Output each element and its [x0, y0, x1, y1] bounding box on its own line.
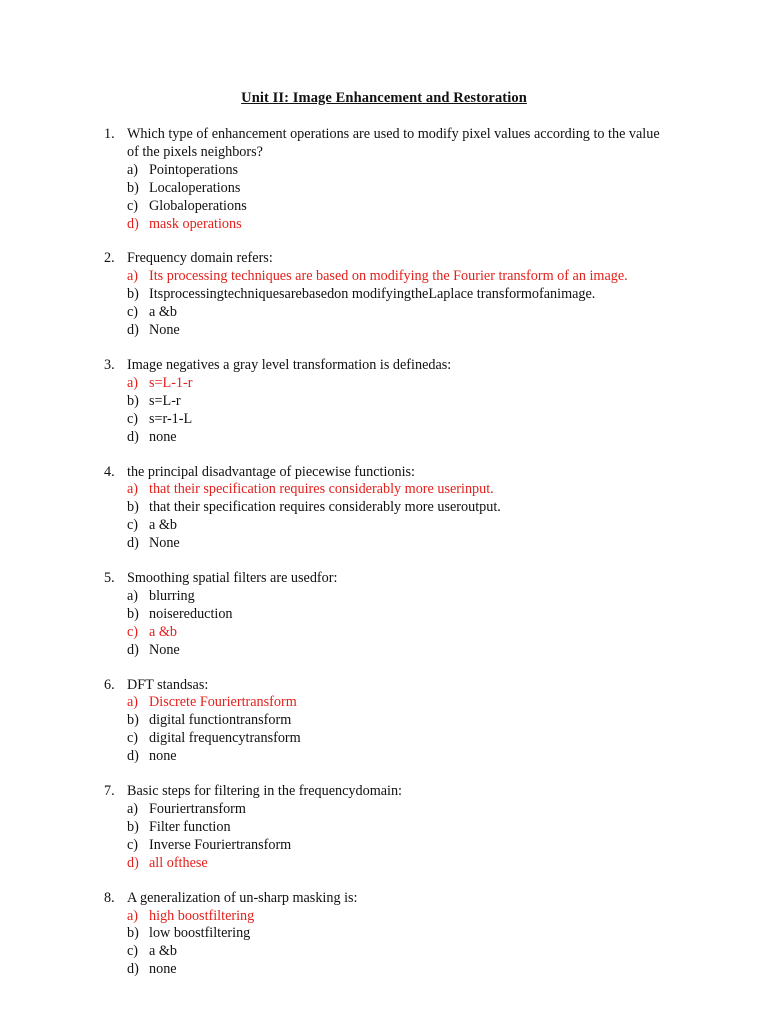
question-number: 5. — [104, 570, 115, 587]
option-label: a) — [127, 907, 139, 924]
question-text: DFT standsas: — [127, 676, 209, 693]
option-text: that their specification requires considerably more userinput. — [149, 481, 494, 498]
option-text: noisereduction — [149, 605, 233, 622]
option-d — [127, 961, 704, 979]
option-c — [127, 730, 704, 748]
question-list — [104, 126, 704, 996]
option-list — [104, 694, 704, 766]
option-text: None — [149, 535, 180, 552]
option-label: b) — [127, 499, 139, 516]
option-text: Globaloperations — [149, 197, 247, 214]
option-b — [127, 393, 704, 411]
option-a-correct-answer — [127, 908, 704, 926]
option-text: none — [149, 428, 177, 445]
option-text: a &b — [149, 623, 177, 640]
option-b — [127, 925, 704, 943]
option-text: Inverse Fouriertransform — [149, 836, 292, 853]
option-c — [127, 517, 704, 535]
option-b — [127, 712, 704, 730]
question-text: A generalization of un-sharp masking is: — [127, 889, 358, 906]
option-label: a) — [127, 161, 139, 178]
question-number: 1. — [104, 126, 115, 142]
question-number: 3. — [104, 356, 115, 373]
option-c — [127, 837, 704, 855]
option-label: b) — [127, 712, 139, 729]
option-text: s=L-r — [149, 392, 181, 409]
option-c — [127, 304, 704, 322]
option-text: Filter function — [149, 818, 231, 835]
option-label: a) — [127, 268, 139, 285]
option-list — [104, 268, 704, 340]
option-d-correct-answer — [127, 216, 704, 234]
option-label: a) — [127, 801, 139, 817]
option-c — [127, 198, 704, 216]
option-text: none — [149, 961, 177, 978]
option-a-correct-answer — [127, 375, 704, 393]
option-label: c) — [127, 197, 139, 214]
option-list — [104, 375, 704, 447]
option-a — [127, 588, 704, 606]
option-a-correct-answer — [127, 694, 704, 712]
option-label: a) — [127, 481, 139, 498]
option-label: b) — [127, 286, 139, 303]
option-text: s=r-1-L — [149, 410, 193, 427]
question-text: the principal disadvantage of piecewise functionis: — [127, 463, 415, 480]
question-7 — [104, 783, 704, 873]
option-label: a) — [127, 374, 139, 391]
option-d — [127, 322, 704, 340]
question-number: 6. — [104, 676, 115, 693]
option-b — [127, 819, 704, 837]
option-text: Discrete Fouriertransform — [149, 694, 297, 711]
option-a — [127, 801, 704, 819]
option-text: low boostfiltering — [149, 925, 251, 942]
option-text: Pointoperations — [149, 161, 239, 178]
option-c — [127, 411, 704, 429]
question-3 — [104, 357, 704, 447]
option-b — [127, 499, 704, 517]
option-text: digital frequencytransform — [149, 730, 301, 747]
option-text: all ofthese — [149, 854, 208, 871]
option-list — [104, 481, 704, 553]
option-text: Its processing techniques are based on modifying the Fourier transform of an image. — [149, 268, 628, 285]
option-text: that their specification requires considerably more useroutput. — [149, 499, 501, 516]
option-text: high boostfiltering — [149, 907, 255, 924]
option-text: digital functiontransform — [149, 712, 292, 729]
option-text: mask operations — [149, 215, 242, 232]
question-text: Frequency domain refers: — [127, 250, 273, 267]
option-text: blurring — [149, 587, 195, 604]
question-number: 8. — [104, 889, 115, 906]
option-a-correct-answer — [127, 481, 704, 499]
option-label: b) — [127, 392, 139, 409]
option-label: c) — [127, 304, 139, 321]
option-label: b) — [127, 605, 139, 622]
question-6 — [104, 677, 704, 767]
option-text: None — [149, 322, 180, 339]
option-d — [127, 748, 704, 766]
option-a-correct-answer — [127, 268, 704, 286]
option-b — [127, 286, 704, 304]
option-label: c) — [127, 943, 139, 960]
option-text: none — [149, 748, 177, 765]
question-4 — [104, 464, 704, 554]
option-label: d) — [127, 322, 139, 339]
option-label: b) — [127, 179, 139, 196]
option-list — [104, 588, 704, 660]
question-8 — [104, 890, 704, 980]
option-label: a) — [127, 694, 139, 711]
question-text: Basic steps for filtering in the frequencydomain: — [127, 783, 403, 800]
option-label: c) — [127, 410, 139, 427]
option-text: None — [149, 641, 180, 658]
option-label: c) — [127, 517, 139, 534]
option-label: d) — [127, 854, 139, 871]
question-number: 4. — [104, 463, 115, 480]
option-label: d) — [127, 961, 139, 978]
option-label: c) — [127, 623, 139, 640]
option-label: c) — [127, 836, 139, 853]
question-text: Image negatives a gray level transformation is definedas: — [127, 356, 452, 373]
question-text: Which type of enhancement operations are used to modify pixel values according to the value of the pixels neighbors? — [127, 126, 660, 160]
question-number: 7. — [104, 783, 115, 800]
option-text: a &b — [149, 304, 177, 321]
option-label: d) — [127, 535, 139, 552]
question-text: Smoothing spatial filters are usedfor: — [127, 570, 338, 587]
question-1 — [104, 126, 704, 233]
option-label: d) — [127, 428, 139, 445]
option-text: Fouriertransform — [149, 801, 246, 817]
option-d-correct-answer — [127, 855, 704, 873]
option-list — [104, 801, 704, 873]
option-list — [104, 908, 704, 980]
option-c-correct-answer — [127, 624, 704, 642]
option-d — [127, 535, 704, 553]
option-text: a &b — [149, 517, 177, 534]
option-text: Localoperations — [149, 179, 241, 196]
option-label: d) — [127, 748, 139, 765]
option-c — [127, 943, 704, 961]
option-a — [127, 162, 704, 180]
option-text: a &b — [149, 943, 177, 960]
option-label: b) — [127, 925, 139, 942]
option-label: b) — [127, 818, 139, 835]
option-d — [127, 429, 704, 447]
question-2 — [104, 250, 704, 340]
option-b — [127, 180, 704, 198]
option-label: a) — [127, 587, 139, 604]
question-5 — [104, 570, 704, 660]
option-label: d) — [127, 641, 139, 658]
question-number: 2. — [104, 250, 115, 267]
option-label: d) — [127, 215, 139, 232]
document-title: Unit II: Image Enhancement and Restoration — [241, 90, 527, 106]
option-b — [127, 606, 704, 624]
option-label: c) — [127, 730, 139, 747]
option-list — [104, 162, 704, 234]
option-text: s=L-1-r — [149, 374, 193, 391]
option-text: Itsprocessingtechniquesarebasedon modifyingtheLaplace transformofanimage. — [149, 286, 596, 303]
option-d — [127, 642, 704, 660]
